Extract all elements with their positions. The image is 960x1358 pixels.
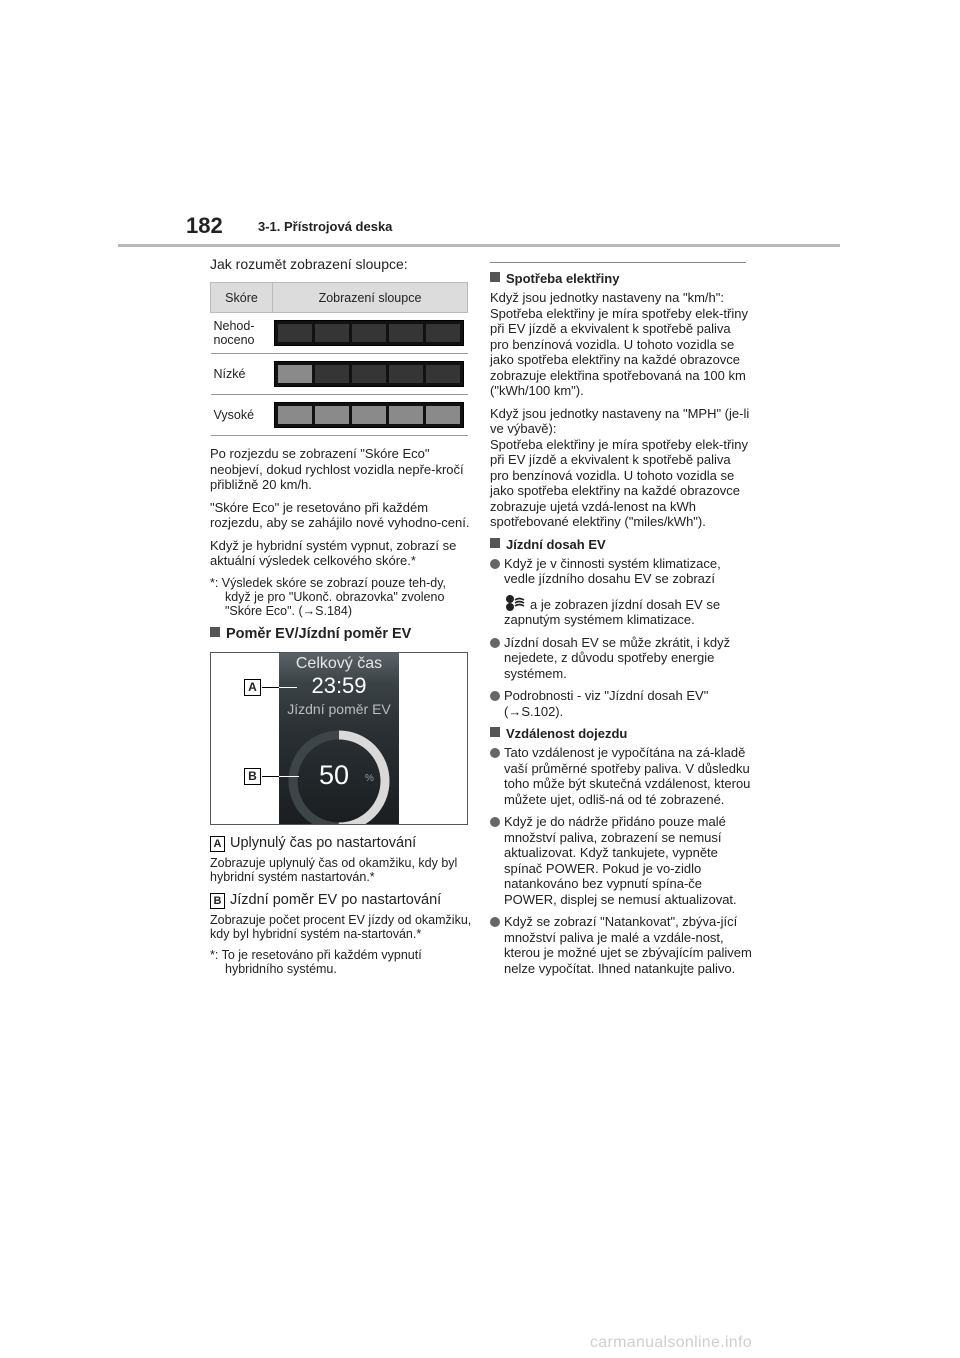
item-a-text: Zobrazuje uplynulý čas od okamžiku, kdy byl hybridní systém nastartován.*: [210, 855, 458, 884]
footnote: *: To je resetováno při každém vypnutí hybridního systému.: [210, 947, 422, 976]
paragraph: Po rozjezdu se zobrazení "Skóre Eco" neobjeví, dokud rychlost vozidla nepře-kročí přibližně 20 km/h.: [210, 446, 464, 492]
paragraph: Když jsou jednotky nastaveny na "km/h": Spotřeba elektřiny je míra spotřeby elek-třiny při EV jízdě a ekvivalent k spotřebě paliva pro benzínová vozidla. U tohoto vozidla se jako spotřeba elektřiny na každé obrazovce zobrazuje elektřina spotřebovaná na 100 km ("kWh/100 km").: [490, 290, 748, 398]
ev-ratio-value: 50: [319, 759, 350, 790]
bar-segment: [278, 365, 312, 383]
bar-segment: [426, 365, 460, 383]
bullet-icon: [490, 748, 500, 758]
list-item: Jízdní dosah EV se může zkrátit, i když nejedete, z důvodu spotřeby energie systémem.: [490, 635, 752, 682]
bar-segment: [389, 365, 423, 383]
table-row: [211, 313, 468, 354]
item-b-marker: B: [210, 893, 225, 909]
bar-segment: [315, 406, 349, 424]
page-number: 182: [186, 213, 223, 238]
section-heading: Poměr EV/Jízdní poměr EV: [210, 626, 472, 642]
watermark: carmanualsonline.info: [590, 1334, 752, 1351]
header-divider: [118, 244, 840, 247]
bar-segment: [315, 365, 349, 383]
square-bullet-icon: [210, 627, 220, 637]
ev-ratio-figure: [210, 652, 468, 825]
paragraph: Když je hybridní systém vypnut, zobrazí se aktuální výsledek celkového skóre.*: [210, 537, 457, 568]
list-item: Tato vzdálenost je vypočítána na zá-kladě vaší průměrné spotřeby paliva. V důsledku toho může být skutečná vzdálenost, kterou můžete ujet, odliš-ná od té zobrazené.: [490, 745, 752, 807]
paragraph: "Skóre Eco" je resetováno při každém rozjezdu, aby se zahájilo nové vyhodno-cení.: [210, 499, 470, 530]
list-item: Když je v činnosti systém klimatizace, vedle jízdního dosahu EV se zobrazí: [490, 556, 752, 587]
paragraph: Když jsou jednotky nastaveny na "MPH" (je-li ve výbavě): Spotřeba elektřiny je míra spotřeby elek-třiny při EV jízdě a ekvivalent k spotřebě paliva pro benzínová vozidla. U tohoto vozidla se jako spotřeba elektřiny na každé obrazovce zobrazuje ujetá vzdá-lenost na kWh spotřebované elektřiny ("miles/kWh").: [490, 405, 750, 529]
column-divider: [490, 262, 746, 263]
percent-unit: %: [365, 772, 374, 784]
score-label: Nízké: [211, 354, 273, 395]
left-column: [210, 256, 472, 982]
heading-electricity: Spotřeba elektřiny: [490, 271, 752, 286]
bullet-icon: [490, 917, 500, 927]
square-bullet-icon: [490, 538, 500, 548]
bar-col-header: Zobrazení sloupce: [273, 283, 468, 313]
bar-intro: Jak rozumět zobrazení sloupce:: [210, 256, 408, 272]
item-a-heading: A Uplynulý čas po nastartování: [210, 835, 472, 852]
callout-b: B: [244, 768, 261, 785]
score-label: Nehod- noceno: [211, 313, 273, 354]
score-table: [210, 282, 468, 436]
leader-line-b: [262, 776, 279, 777]
bar-segment: [389, 324, 423, 342]
score-label: Vysoké: [211, 395, 273, 436]
ev-ratio-label: Jízdní poměr EV: [287, 700, 391, 717]
climate-fan-icon: [504, 594, 526, 612]
heading-range: Vzdálenost dojezdu: [490, 726, 752, 741]
list-item: a je zobrazen jízdní dosah EV se zapnutým systémem klimatizace.: [490, 594, 752, 628]
bullet-icon: [490, 638, 500, 648]
bar-segment: [352, 406, 386, 424]
bullet-icon: [490, 691, 500, 701]
footnote: *: Výsledek skóre se zobrazí pouze teh-dy, když je pro "Ukonč. obrazovka" zvoleno "Skóre Eco". (→S.184): [210, 575, 446, 618]
score-bar: [274, 361, 464, 387]
heading-ev-range: Jízdní dosah EV: [490, 537, 752, 552]
bar-segment: [426, 406, 460, 424]
bullet-icon: [490, 559, 500, 569]
leader-line-a-screen: [279, 687, 297, 688]
display-screen: [279, 653, 399, 824]
right-column: [490, 256, 752, 983]
bar-segment: [389, 406, 423, 424]
list-item: Když je do nádrže přidáno pouze malé množství paliva, zobrazení se nemusí aktualizovat. Když tankujete, vypněte spínač POWER. Pokud je vo-zidlo natankováno bez vypnutí spína-če POWER, displej se nemusí aktualizovat.: [490, 814, 752, 907]
total-time-label: Celkový čas: [295, 654, 383, 672]
bar-segment: [426, 324, 460, 342]
item-a-marker: A: [210, 836, 225, 852]
list-item: Když se zobrazí "Natankovat", zbýva-jící množství paliva je malé a vzdále-nost, kterou je možné ujet se zbývajícím palivem nelze vypočítat. Ihned natankujte palivo.: [490, 914, 752, 976]
bullet-icon: [490, 817, 500, 827]
leader-line-a: [262, 687, 279, 688]
item-b-text: Zobrazuje počet procent EV jízdy od okamžiku, kdy byl hybridní systém na-startován.*: [210, 912, 472, 941]
section-title: 3-1. Přístrojová deska: [258, 219, 393, 234]
total-time-value: 23:59: [311, 672, 367, 698]
square-bullet-icon: [490, 727, 500, 737]
item-b-heading: B Jízdní poměr EV po nastartování: [210, 892, 472, 909]
square-bullet-icon: [490, 272, 500, 282]
leader-line-b-screen: [279, 776, 299, 777]
list-item: Podrobnosti - viz "Jízdní dosah EV" (→S.102).: [490, 688, 752, 719]
score-col-header: Skóre: [211, 283, 273, 313]
bar-segment: [352, 324, 386, 342]
score-bar: [274, 402, 464, 428]
score-bar: [274, 320, 464, 346]
table-row: [211, 395, 468, 436]
bar-segment: [278, 324, 312, 342]
bar-segment: [352, 365, 386, 383]
bar-segment: [278, 406, 312, 424]
bar-segment: [315, 324, 349, 342]
table-row: [211, 354, 468, 395]
callout-a: A: [244, 679, 261, 696]
